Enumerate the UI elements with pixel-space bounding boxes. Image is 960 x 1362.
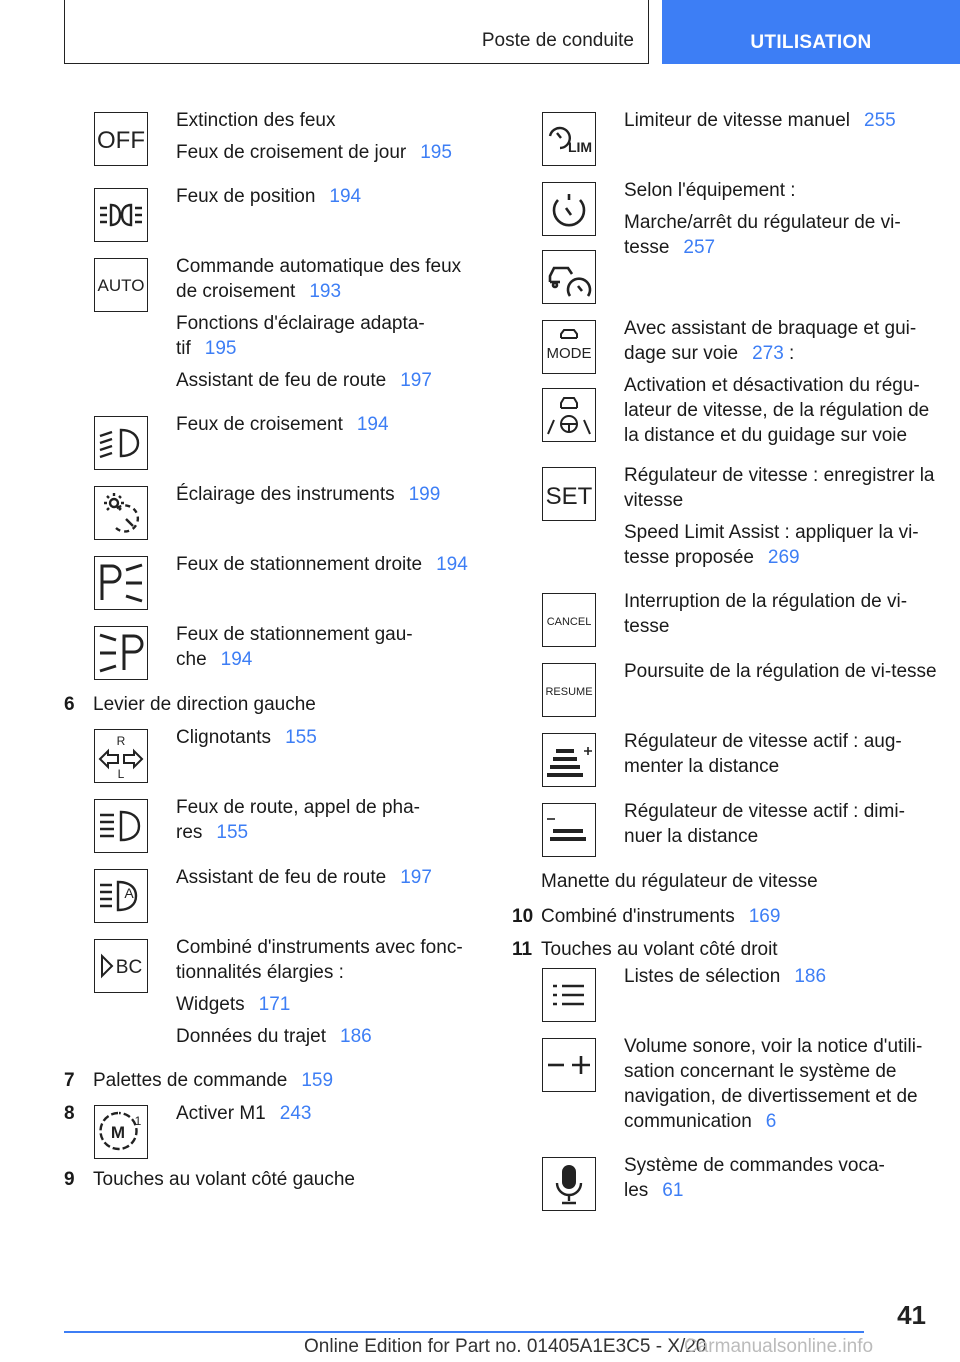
mode-icon: [542, 320, 596, 374]
svg-text:L: L: [117, 767, 125, 781]
item-text: Activer M1 243: [176, 1103, 312, 1124]
item-text: Marche/arrêt du régulateur de vi-tesse 257: [624, 212, 901, 258]
item-text: Assistant de feu de route 197: [176, 867, 432, 888]
item-text: Extinction des feux: [176, 110, 336, 131]
item-text: Commande automatique des feux de croisement 193: [176, 256, 462, 302]
list-item: [512, 316, 938, 455]
instrument-lighting-icon: [94, 486, 148, 540]
item-text: Fonctions d'éclairage adapta-tif 195: [176, 313, 425, 359]
item-text: Limiteur de vitesse manuel 255: [624, 110, 896, 131]
page-ref-link[interactable]: 195: [204, 338, 237, 359]
page-ref-link[interactable]: 155: [285, 727, 317, 748]
numbered-item: 8 M 1 Activer M1 243: [64, 1101, 484, 1159]
page-ref-link[interactable]: 197: [400, 370, 432, 391]
right-column: [512, 108, 938, 1223]
left-column: [64, 108, 484, 1200]
list-item: [512, 108, 938, 166]
turn-signals-icon: [94, 729, 148, 783]
set-icon: [542, 467, 596, 521]
page-ref-link[interactable]: 255: [864, 110, 896, 131]
list-item: [512, 1034, 938, 1141]
list-item: [64, 254, 484, 400]
page-ref-link[interactable]: 193: [309, 281, 342, 302]
item-text: Système de commandes voca-les 61: [624, 1155, 885, 1201]
list-item: [512, 589, 938, 647]
parking-right-icon: [94, 556, 148, 610]
off-icon: [94, 112, 148, 166]
page-ref-link[interactable]: 194: [356, 414, 389, 435]
chapter-tab[interactable]: UTILISATION: [662, 0, 960, 64]
resume-icon: [542, 663, 596, 717]
m1-icon: [94, 1105, 148, 1159]
auto-icon: [94, 258, 148, 312]
item-text: Éclairage des instruments 199: [176, 484, 441, 505]
item-text: Widgets 171: [176, 994, 291, 1015]
low-beam-icon: [94, 416, 148, 470]
microphone-icon: [542, 1157, 596, 1211]
numbered-item: 10 Combiné d'instruments 169: [512, 906, 781, 927]
watermark: Carmanualsonline.info: [684, 1336, 874, 1357]
speed-limiter-icon: [542, 112, 596, 166]
distance-minus-icon: [542, 803, 596, 857]
numbered-item: 11 Touches au volant côté droit: [512, 939, 778, 960]
page-number: 41: [897, 1300, 926, 1330]
page-ref-link[interactable]: 171: [258, 994, 291, 1015]
item-text: Feux de croisement de jour 195: [176, 142, 452, 163]
item-text: Données du trajet 186: [176, 1026, 372, 1047]
item-text: Régulateur de vitesse actif : dimi-nuer la distance: [624, 801, 905, 847]
parking-left-icon: [94, 626, 148, 680]
list-item: [64, 935, 484, 1056]
svg-text:LIM: LIM: [567, 139, 593, 155]
footer-divider: [64, 1331, 864, 1333]
item-text: Feux de stationnement gau-che 194: [176, 624, 413, 670]
svg-text:BC: BC: [115, 957, 143, 978]
page-ref-link[interactable]: 155: [216, 822, 249, 843]
numbered-item: 9 Touches au volant côté gauche: [64, 1169, 355, 1190]
list-item: [512, 463, 938, 577]
svg-text:MODE: MODE: [546, 345, 592, 362]
list-item: [512, 729, 938, 787]
list-item: [64, 482, 484, 540]
list-item: [64, 184, 484, 242]
page-ref-link[interactable]: 169: [748, 906, 781, 927]
page-ref-link[interactable]: 195: [420, 142, 452, 163]
list-item: [512, 659, 938, 717]
parking-lights-icon: [94, 188, 148, 242]
numbered-item: 6 Levier de direction gauche: [64, 694, 316, 715]
list-item: [512, 1153, 938, 1211]
item-text: Poursuite de la régulation de vi-tesse: [624, 661, 937, 682]
item-text: Volume sonore, voir la notice d'utili-sation concernant le système de navigation, de divertissement et de communication 6: [624, 1036, 923, 1132]
svg-text:AUTO: AUTO: [97, 276, 145, 295]
page-ref-link[interactable]: 199: [408, 484, 441, 505]
volume-icon: [542, 1038, 596, 1092]
svg-text:1: 1: [134, 1114, 142, 1128]
high-beam-icon: [94, 799, 148, 853]
high-beam-assist-icon: [94, 869, 148, 923]
page-ref-link[interactable]: 269: [767, 547, 800, 568]
list-item: [64, 412, 484, 470]
item-text: Avec assistant de braquage et gui-dage sur voie 273 :: [624, 318, 917, 364]
list-item: [64, 108, 484, 172]
item-text: Feux de croisement 194: [176, 414, 389, 435]
list-item: [64, 725, 484, 783]
distance-plus-icon: [542, 733, 596, 787]
numbered-item: 7 Palettes de commande 159: [64, 1070, 334, 1091]
item-text: Interruption de la régulation de vi-tesse: [624, 591, 908, 637]
page-ref-link[interactable]: 197: [400, 867, 432, 888]
cancel-icon: [542, 593, 596, 647]
item-text: Speed Limit Assist : appliquer la vi-tesse proposée 269: [624, 522, 919, 568]
page-ref-link[interactable]: 257: [683, 237, 716, 258]
item-text: Listes de sélection 186: [624, 966, 827, 987]
list-item: [64, 795, 484, 853]
list-item: [64, 622, 484, 680]
item-text: Selon l'équipement :: [624, 180, 796, 201]
page-ref-link[interactable]: 194: [329, 186, 362, 207]
item-text: Combiné d'instruments avec fonc-tionnalités élargies :: [176, 937, 463, 983]
edition-text: Online Edition for Part no. 01405A1E3C5 - X/20: [304, 1336, 707, 1357]
cruise-control-icon: [542, 182, 596, 236]
cruise-onoff-icon: [542, 250, 596, 304]
list-item: [512, 799, 938, 857]
svg-text:CANCEL: CANCEL: [546, 616, 592, 628]
page-ref-link[interactable]: 186: [340, 1026, 372, 1047]
svg-text:R: R: [116, 734, 126, 748]
item-text: Assistant de feu de route 197: [176, 370, 432, 391]
svg-text:RESUME: RESUME: [545, 686, 593, 698]
page-ref-link[interactable]: 61: [662, 1180, 684, 1201]
item-text: Feux de stationnement droite 194: [176, 554, 468, 575]
svg-text:M: M: [110, 1123, 126, 1142]
list-item: [512, 178, 938, 304]
page-ref-link[interactable]: 194: [220, 649, 253, 670]
item-text: Feux de position 194: [176, 186, 362, 207]
bc-icon: [94, 939, 148, 993]
section-title: Poste de conduite: [481, 30, 634, 51]
item-text: Feux de route, appel de pha-res 155: [176, 797, 421, 843]
page-ref-link[interactable]: 243: [279, 1103, 312, 1124]
item-text: Régulateur de vitesse actif : aug-menter la distance: [624, 731, 902, 777]
item-text: Activation et désactivation du régu-lateur de vitesse, de la régulation de la distance et du guidage sur voie: [624, 375, 930, 446]
page-ref-link[interactable]: 159: [301, 1070, 334, 1091]
svg-text:A: A: [124, 885, 134, 901]
steering-assist-icon: [542, 388, 596, 442]
list-icon: [542, 968, 596, 1022]
item-text: Régulateur de vitesse : enregistrer la vitesse: [624, 465, 935, 511]
svg-text:SET: SET: [545, 483, 593, 510]
list-item: [64, 552, 484, 610]
page-ref-link[interactable]: 273: [752, 343, 784, 364]
item-text: Clignotants 155: [176, 727, 317, 748]
page-ref-link[interactable]: 6: [765, 1111, 777, 1132]
page-ref-link[interactable]: 194: [436, 554, 468, 575]
page-ref-link[interactable]: 186: [794, 966, 827, 987]
list-item: [512, 964, 938, 1022]
caption-text: Manette du régulateur de vitesse: [541, 871, 818, 892]
list-item: [64, 865, 484, 923]
svg-text:OFF: OFF: [97, 127, 145, 154]
